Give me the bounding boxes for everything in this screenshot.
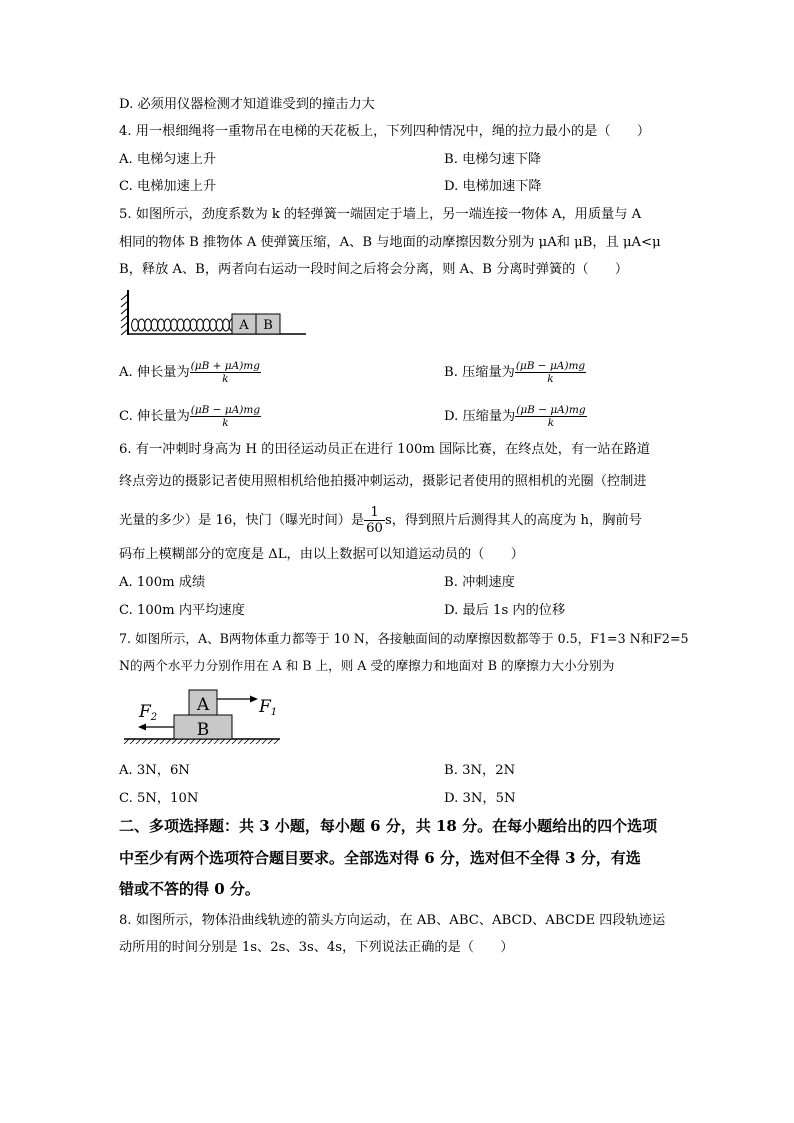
- question-5-line2: 相同的物体 B 推物体 A 使弹簧压缩，A、B 与地面的动摩擦因数分别为 μA和 μB，且 μA<μ: [119, 235, 661, 250]
- option-5d: D. 压缩量为 $\frac{(\mu B - \mu A)mg}{k}$: [444, 404, 586, 429]
- option-5a: A. 伸长量为 $\frac{(\mu B + \mu A)mg}{k}$: [119, 360, 260, 385]
- question-6-line4: 码布上模糊部分的宽度是 ΔL，由以上数据可以知道运动员的（ ）: [119, 547, 524, 562]
- block-b-label: B: [263, 318, 273, 333]
- question-6-line3: 光量的多少）是 16，快门（曝光时间）是 $\frac{1}{60}$ s，得到照片后测得其人的高度为 h，胸前号: [119, 505, 642, 536]
- option-7a: A. 3N，6N: [119, 763, 190, 778]
- question-6-line2: 终点旁边的摄影记者使用照相机给他拍摄冲刺运动，摄影记者使用的照相机的光圈（控制进: [119, 474, 647, 489]
- option-4d: D. 电梯加速下降: [444, 179, 542, 194]
- spring-figure: [120, 288, 310, 340]
- option-7d: D. 3N，5N: [444, 791, 516, 806]
- block-a-label: A: [196, 695, 210, 715]
- question-7-line1: 7. 如图所示，A、B两物体重力都等于 10 N，各接触面间的动摩擦因数都等于 0.5，F1=3 N和F2=5: [119, 631, 689, 646]
- question-8-line1: 8. 如图所示，物体沿曲线轨迹的箭头方向运动，在 AB、ABC、ABCD、ABCDE 四段轨迹运: [119, 913, 666, 928]
- block-b-label: B: [196, 720, 210, 740]
- option-5c: C. 伸长量为 $\frac{(\mu B - \mu A)mg}{k}$: [119, 404, 261, 429]
- question-7-line2: N的两个水平力分别作用在 A 和 B 上，则 A 受的摩擦力和地面对 B 的摩擦力大小分别为: [119, 658, 615, 673]
- section-2-heading-line3: 错或不答的得 0 分。: [119, 880, 260, 898]
- option-6b: B. 冲刺速度: [444, 575, 515, 590]
- option-6d: D. 最后 1s 内的位移: [444, 603, 566, 618]
- option-4c: C. 电梯加速上升: [119, 179, 217, 194]
- section-2-heading-line2: 中至少有两个选项符合题目要求。全部选对得 6 分，选对但不全得 3 分，有选: [119, 849, 641, 867]
- option-4b: B. 电梯匀速下降: [444, 152, 542, 167]
- section-2-heading-line1: 二、多项选择题：共 3 小题，每小题 6 分，共 18 分。在每小题给出的四个选项: [119, 817, 658, 835]
- question-8-line2: 动所用的时间分别是 1s、2s、3s、4s，下列说法正确的是（ ）: [119, 940, 514, 955]
- option-5b: B. 压缩量为 $\frac{(\mu B - \mu A)mg}{k}$: [444, 360, 586, 385]
- question-4: 4. 用一根细绳将一重物吊在电梯的天花板上，下列四种情况中，绳的拉力最小的是（ ）: [119, 124, 651, 139]
- block-a-label: A: [239, 318, 249, 333]
- force-figure: [120, 683, 290, 753]
- option-6a: A. 100m 成绩: [119, 575, 206, 590]
- option-7b: B. 3N，2N: [444, 763, 516, 778]
- option-7c: C. 5N，10N: [119, 791, 199, 806]
- question-5-line3: B，释放 A、B，两者向右运动一段时间之后将会分离，则 A、B 分离时弹簧的（ ）: [119, 262, 629, 277]
- question-5-line1: 5. 如图所示，劲度系数为 k 的轻弹簧一端固定于墙上，另一端连接一物体 A，用质量与 A: [119, 207, 642, 222]
- f1-label: F1: [259, 697, 278, 718]
- f2-label: F2: [139, 702, 158, 723]
- question-6-line1: 6. 有一冲刺时身高为 H 的田径运动员正在进行 100m 国际比赛，在终点处，有一站在路道: [119, 442, 651, 457]
- option-6c: C. 100m 内平均速度: [119, 603, 245, 618]
- option-4a: A. 电梯匀速上升: [119, 152, 217, 167]
- text-line: D. 必须用仪器检测才知道谁受到的撞击力大: [119, 97, 375, 112]
